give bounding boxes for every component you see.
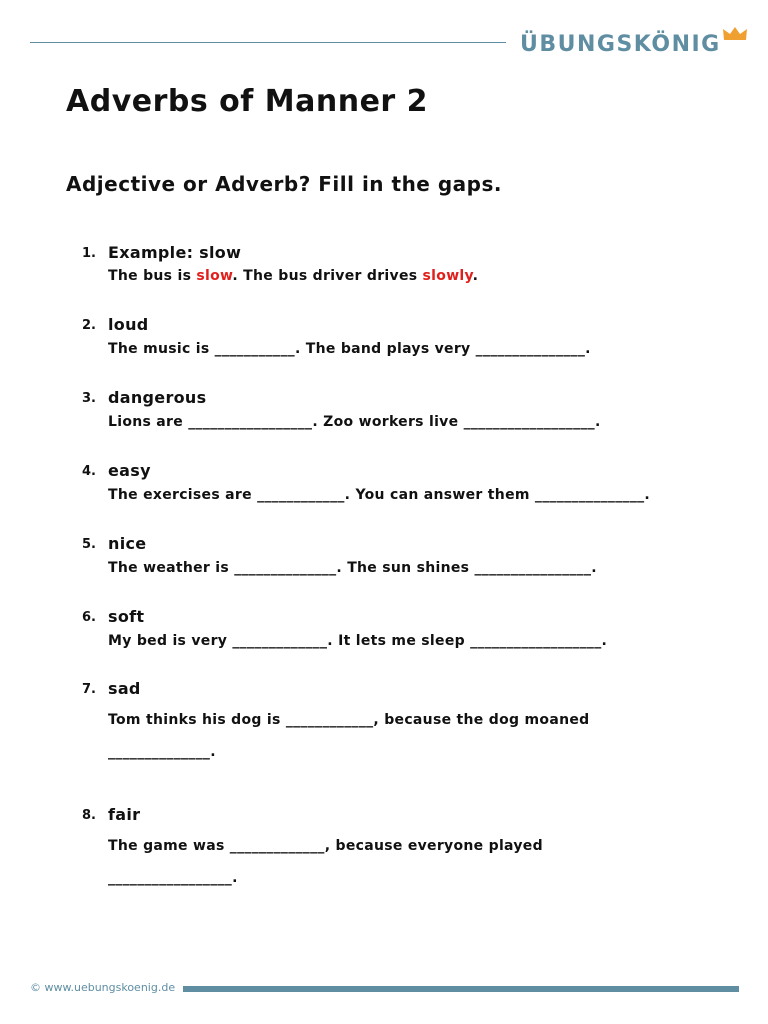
exercise-word: Example: slow: [108, 243, 242, 262]
exercise-word: nice: [108, 534, 147, 553]
header-divider: [30, 42, 506, 43]
copyright-url: © www.uebungskoenig.de: [30, 981, 176, 994]
exercise-number: 1.: [82, 246, 96, 261]
exercise-sentence: [108, 341, 591, 357]
exercise-word: sad: [108, 679, 141, 698]
sentence-text: Lions are _________________. Zoo workers live __________________.: [108, 414, 601, 430]
crown-icon: [722, 27, 748, 41]
exercise-sentence-continued: [108, 744, 216, 760]
exercise-word: fair: [108, 805, 141, 824]
brand-logo: ÜBUNGSKÖNIG: [520, 32, 721, 57]
exercise-word: loud: [108, 315, 149, 334]
exercise-word: soft: [108, 607, 145, 626]
page-title: Adverbs of Manner 2: [66, 84, 429, 119]
instructions: Adjective or Adverb? Fill in the gaps.: [66, 172, 502, 196]
sentence-text: The bus is: [108, 268, 197, 284]
exercise-number: 2.: [82, 318, 96, 333]
answer-highlight: slow: [196, 268, 233, 284]
sentence-text: _________________.: [108, 870, 238, 886]
sentence-text: ______________.: [108, 744, 216, 760]
sentence-text: My bed is very _____________. It lets me sleep __________________.: [108, 633, 608, 649]
sentence-text: Tom thinks his dog is ____________, because the dog moaned: [108, 712, 590, 728]
footer-bar: [183, 986, 739, 992]
exercise-number: 3.: [82, 391, 96, 406]
sentence-text: The music is ___________. The band plays very _______________.: [108, 341, 591, 357]
exercise-sentence: [108, 414, 601, 430]
answer-highlight: slowly: [422, 268, 473, 284]
exercise-sentence: [108, 633, 607, 649]
exercise-number: 8.: [82, 808, 96, 823]
sentence-text: The weather is ______________. The sun shines ________________.: [108, 560, 597, 576]
exercise-sentence-continued: [108, 870, 238, 886]
exercise-sentence: [108, 712, 589, 728]
exercise-number: 6.: [82, 610, 96, 625]
exercise-number: 4.: [82, 464, 96, 479]
sentence-text: The game was _____________, because everyone played: [108, 838, 543, 854]
exercise-sentence: [108, 560, 597, 576]
sentence-text: . The bus driver drives: [232, 268, 423, 284]
exercise-sentence: [108, 838, 543, 854]
exercise-word: dangerous: [108, 388, 207, 407]
exercise-number: 7.: [82, 682, 96, 697]
exercise-number: 5.: [82, 537, 96, 552]
exercise-word: easy: [108, 461, 151, 480]
sentence-text: .: [472, 268, 479, 284]
sentence-text: The exercises are ____________. You can answer them _______________.: [108, 487, 651, 503]
exercise-sentence: [108, 268, 478, 284]
exercise-sentence: [108, 487, 650, 503]
